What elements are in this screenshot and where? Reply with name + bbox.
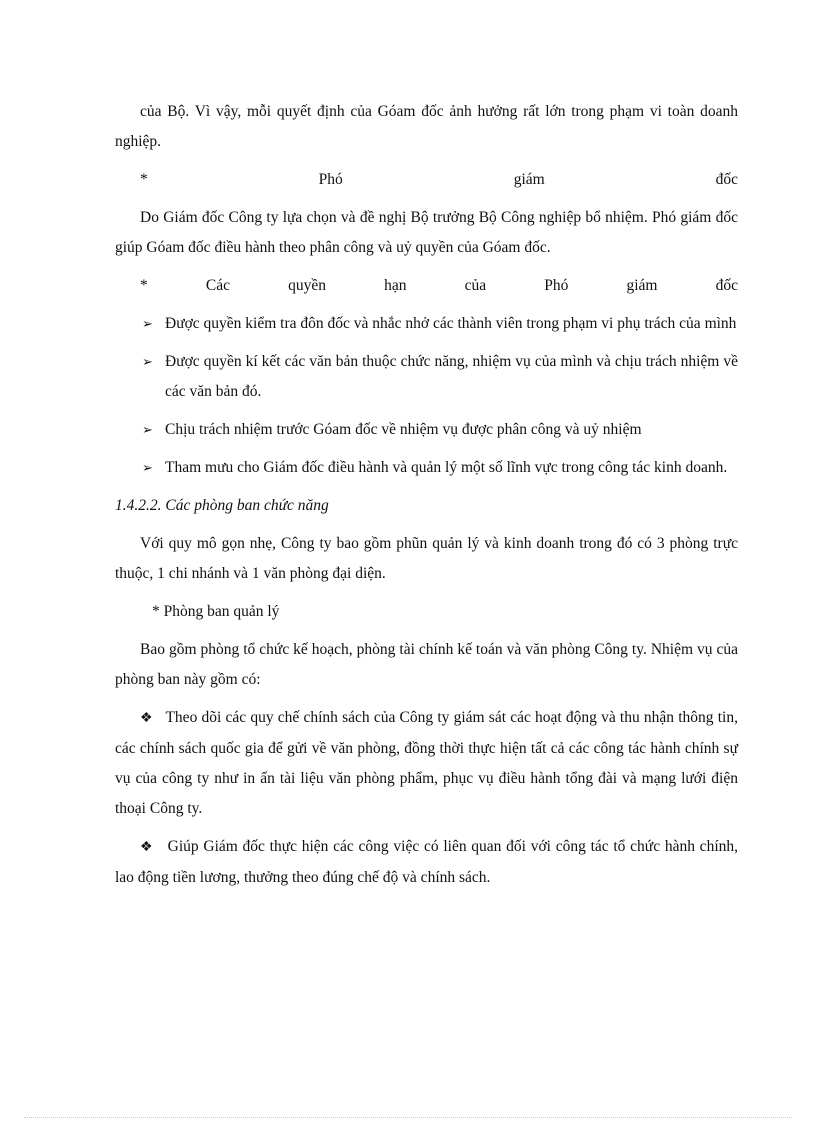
diamond-bullet-icon: ❖ — [140, 711, 153, 726]
section-deputy-director: * Phó giám đốc — [140, 171, 738, 188]
paragraph-director-decisions: của Bộ. Vì vậy, mỗi quyết định của Góam đốc ảnh hưởng rất lớn trong phạm vi toàn doanh nghiệp. — [115, 103, 738, 150]
list-item-text: Tham mưu cho Giám đốc điều hành và quản lý một số lĩnh vực trong công tác kinh doanh. — [165, 459, 728, 476]
section-heading: 1.4.2.2. Các phòng ban chức năng — [115, 497, 329, 514]
arrow-bullet-icon: ➢ — [142, 460, 153, 475]
page-bottom-divider — [24, 1117, 792, 1118]
paragraph-deputy-appointment: Do Giám đốc Công ty lựa chọn và đề nghị Bộ trưởng Bộ Công nghiệp bổ nhiệm. Phó giám đốc giúp Góam đốc điều hành theo phân công và uỷ quyền của Góam đốc. — [115, 209, 738, 256]
list-item — [115, 453, 738, 483]
document-body — [115, 97, 738, 893]
section-management-departments: * Phòng ban quản lý — [152, 603, 280, 620]
list-item — [115, 703, 738, 824]
arrow-bullet-icon: ➢ — [142, 316, 153, 331]
list-item-text: Chịu trách nhiệm trước Góam đốc về nhiệm vụ được phân công và uỷ nhiệm — [165, 421, 642, 438]
list-item-text: Theo dõi các quy chế chính sách của Công ty giám sát các hoạt động và thu nhận thông tin, các chính sách quốc gia để gửi về văn phòng, đồng thời thực hiện tất cả các công tác hành chính sự vụ của công ty như in ấn tài liệu văn phòng phẩm, phục vụ điều hành tổng đài và mạng lưới điện thoại Công ty. — [115, 709, 738, 817]
list-item-text: Được quyền kiểm tra đôn đốc và nhắc nhở các thành viên trong phạm vi phụ trách của mình — [165, 315, 737, 332]
diamond-bullet-icon: ❖ — [140, 840, 154, 855]
arrow-bullet-icon: ➢ — [142, 354, 153, 369]
list-item — [115, 832, 738, 893]
list-item-text: Giúp Giám đốc thực hiện các công việc có liên quan đối với công tác tổ chức hành chính, lao động tiền lương, thưởng theo đúng chế độ và chính sách. — [115, 838, 738, 886]
list-item — [115, 309, 738, 339]
list-item-text: Được quyền kí kết các văn bản thuộc chức năng, nhiệm vụ của mình và chịu trách nhiệm về các văn bản đó. — [165, 353, 738, 400]
paragraph-departments: Bao gồm phòng tổ chức kế hoạch, phòng tài chính kế toán và văn phòng Công ty. Nhiệm vụ của phòng ban này gồm có: — [115, 641, 738, 688]
section-deputy-powers: * Các quyền hạn của Phó giám đốc — [140, 277, 738, 294]
list-item — [115, 415, 738, 445]
paragraph-company-structure: Với quy mô gọn nhẹ, Công ty bao gồm phũn quản lý và kinh doanh trong đó có 3 phòng trực thuộc, 1 chi nhánh và 1 văn phòng đại diện. — [115, 535, 738, 582]
list-item — [115, 347, 738, 407]
arrow-bullet-icon: ➢ — [142, 422, 153, 437]
